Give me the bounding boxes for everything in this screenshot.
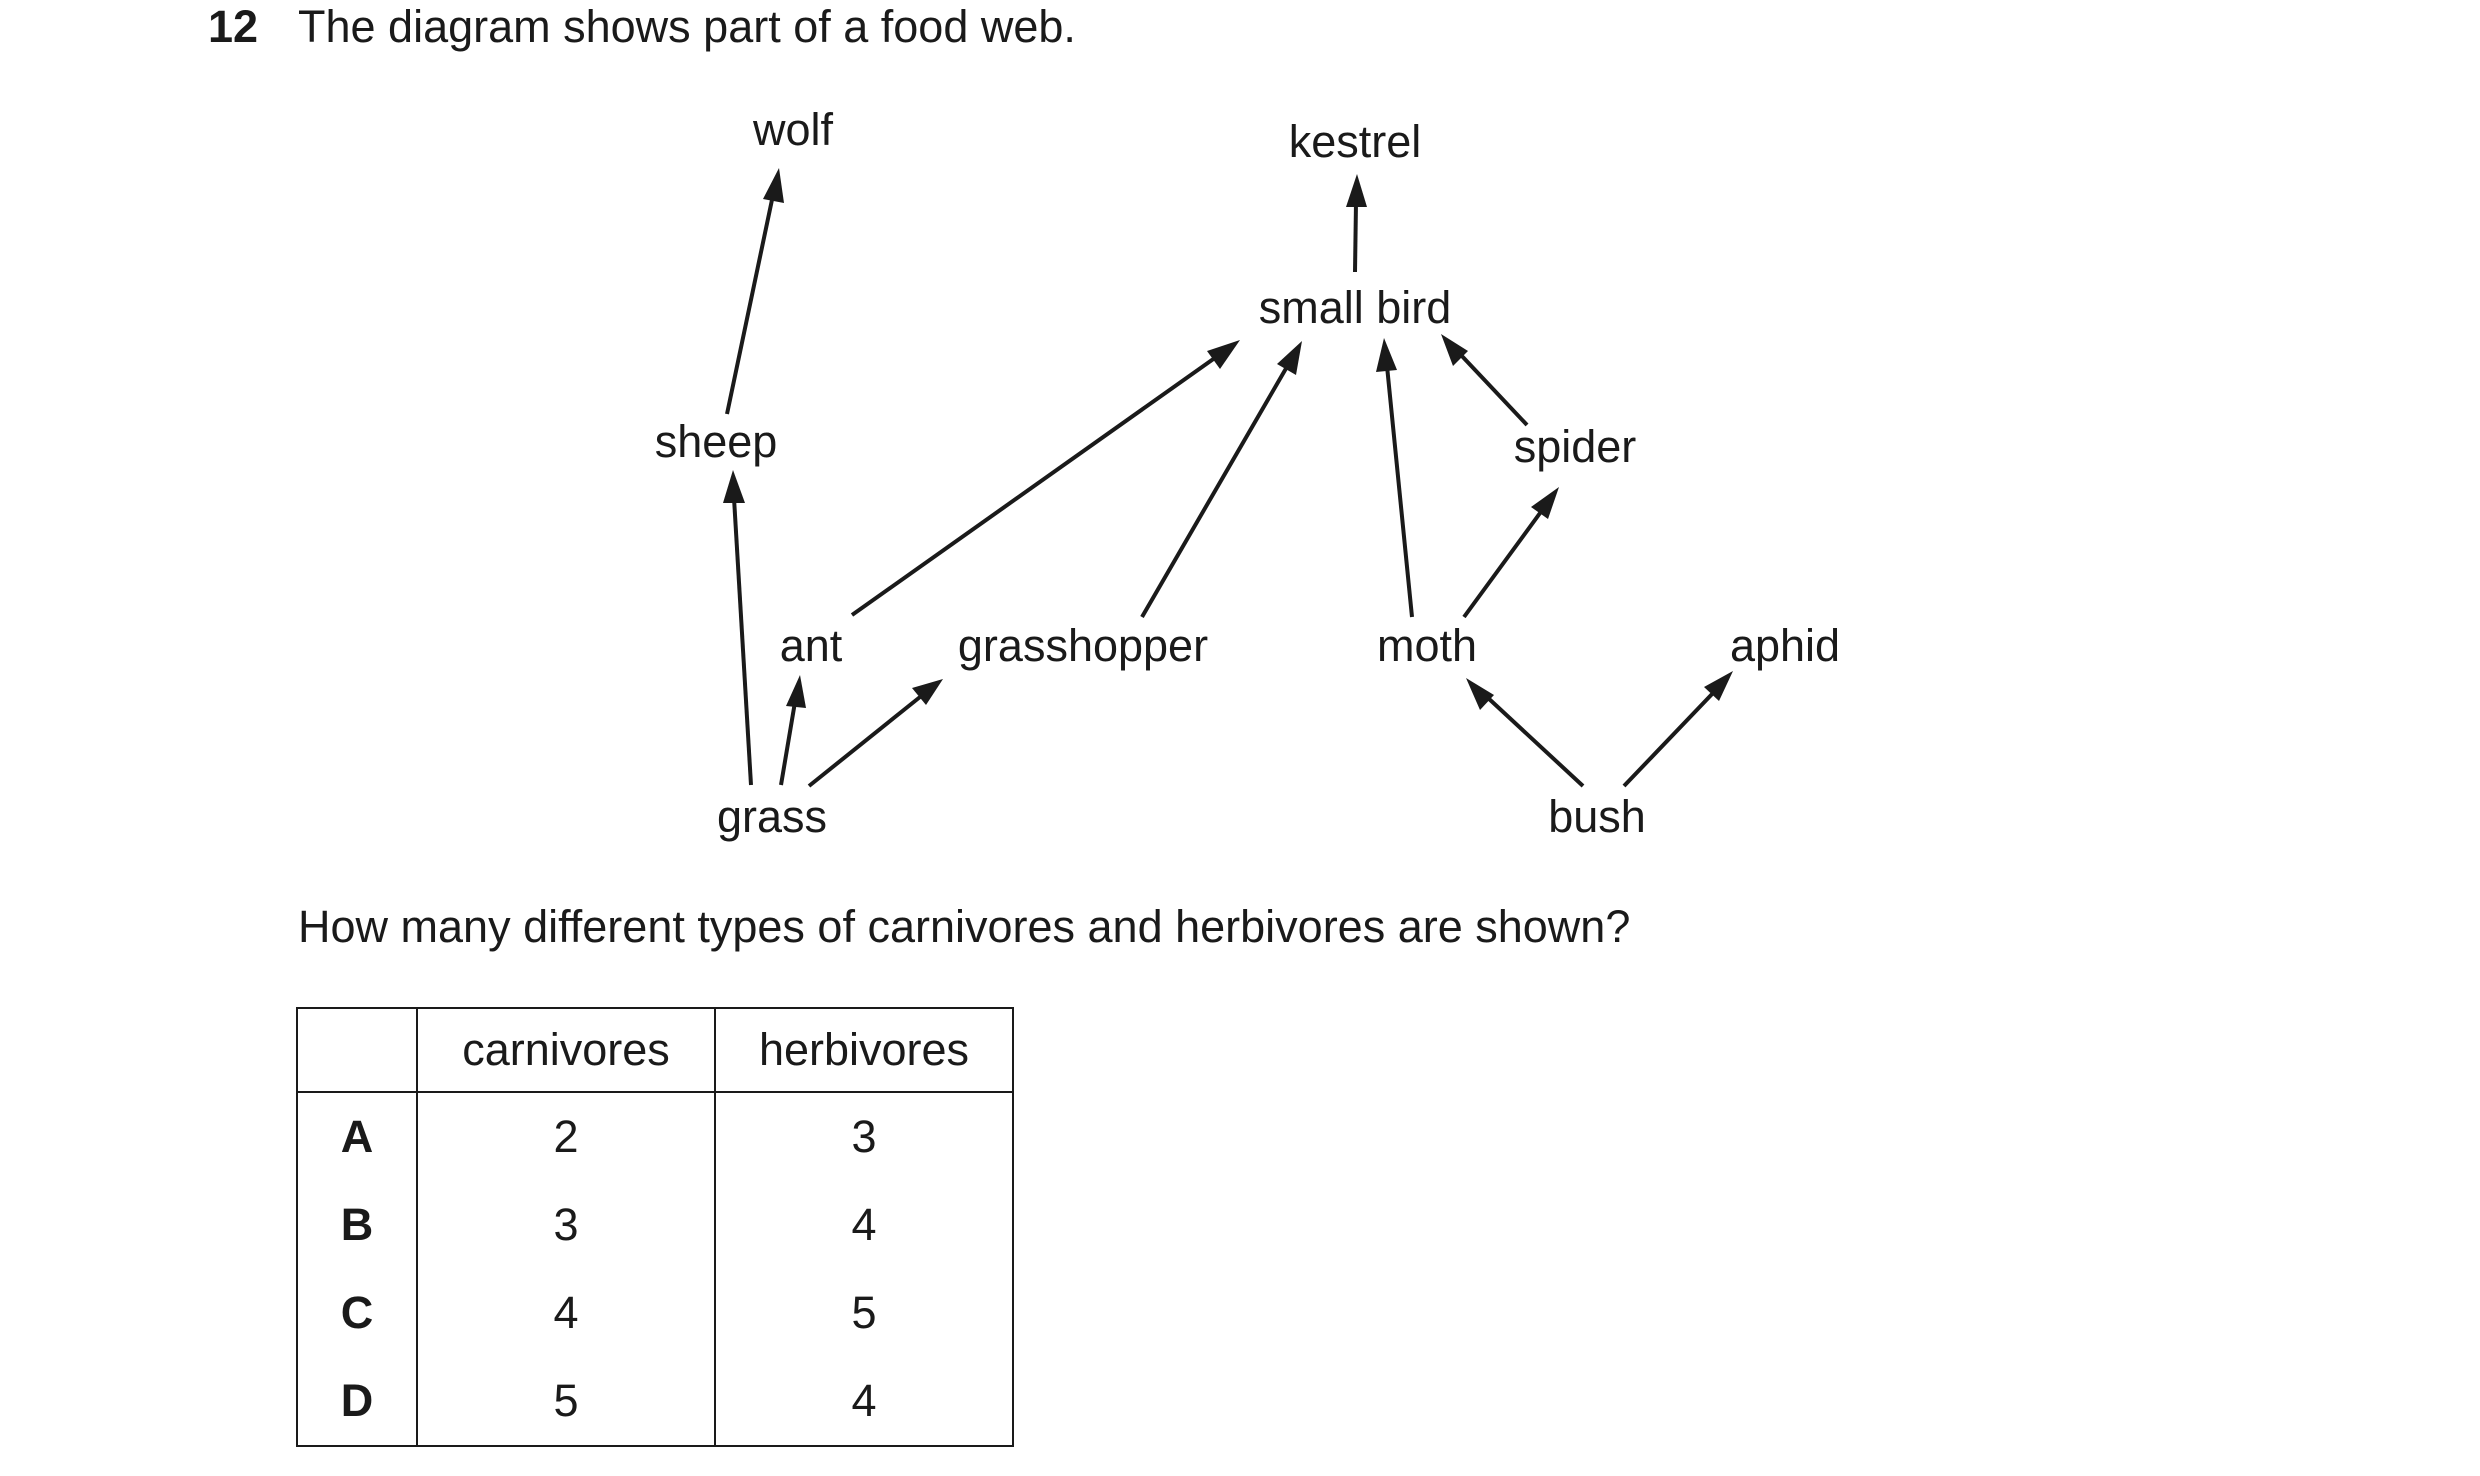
- organism-kestrel: kestrel: [1288, 116, 1422, 167]
- arrow-moth-to-spider: [1464, 487, 1559, 617]
- answer-table-header-carnivores: carnivores: [417, 1008, 715, 1092]
- option-letter: D: [297, 1357, 417, 1446]
- answer-option-row[interactable]: [297, 1092, 1013, 1181]
- question-prompt: How many different types of carnivores and herbivores are shown?: [298, 901, 1631, 952]
- arrow-grass-to-sheep: [723, 470, 751, 785]
- question-stem: The diagram shows part of a food web.: [298, 1, 1076, 52]
- organism-wolf: wolf: [752, 104, 834, 155]
- arrow-sheep-to-wolf: [727, 168, 784, 414]
- organism-moth: moth: [1376, 620, 1478, 671]
- arrow-bush-to-aphid: [1624, 671, 1733, 786]
- arrow-bush-to-moth: [1466, 678, 1583, 786]
- answer-table-header-empty: [297, 1008, 417, 1092]
- answer-table-header-herbivores: herbivores: [715, 1008, 1013, 1092]
- arrow-moth-to-small-bird: [1376, 338, 1412, 617]
- arrow-ant-to-small-bird: [852, 340, 1240, 615]
- option-carnivores: 3: [417, 1181, 715, 1269]
- arrow-spider-to-small-bird: [1441, 334, 1527, 425]
- arrow-grass-to-ant: [781, 675, 806, 785]
- option-herbivores: 3: [715, 1092, 1013, 1181]
- option-herbivores: 4: [715, 1181, 1013, 1269]
- option-carnivores: 4: [417, 1269, 715, 1357]
- option-letter: A: [297, 1092, 417, 1181]
- answer-option-row[interactable]: [297, 1181, 1013, 1269]
- answer-option-row[interactable]: [297, 1357, 1013, 1446]
- option-carnivores: 2: [417, 1092, 715, 1181]
- organism-small-bird: small bird: [1258, 282, 1452, 333]
- organism-grass: grass: [716, 791, 828, 842]
- option-carnivores: 5: [417, 1357, 715, 1446]
- option-letter: C: [297, 1269, 417, 1357]
- organism-sheep: sheep: [654, 416, 778, 467]
- organism-ant: ant: [779, 620, 843, 671]
- arrow-grasshopper-to-small-bird: [1142, 341, 1302, 617]
- option-letter: B: [297, 1181, 417, 1269]
- answer-table: [296, 1007, 1014, 1447]
- answer-table-header-row: [297, 1008, 1013, 1092]
- organism-bush: bush: [1548, 791, 1646, 842]
- organism-grasshopper: grasshopper: [957, 620, 1209, 671]
- organism-spider: spider: [1513, 421, 1637, 472]
- organism-aphid: aphid: [1729, 620, 1841, 671]
- question-number: 12: [208, 1, 259, 52]
- arrow-small-bird-to-kestrel: [1346, 174, 1367, 272]
- option-herbivores: 4: [715, 1357, 1013, 1446]
- arrow-grass-to-grasshopper: [809, 679, 943, 786]
- answer-option-row[interactable]: [297, 1269, 1013, 1357]
- option-herbivores: 5: [715, 1269, 1013, 1357]
